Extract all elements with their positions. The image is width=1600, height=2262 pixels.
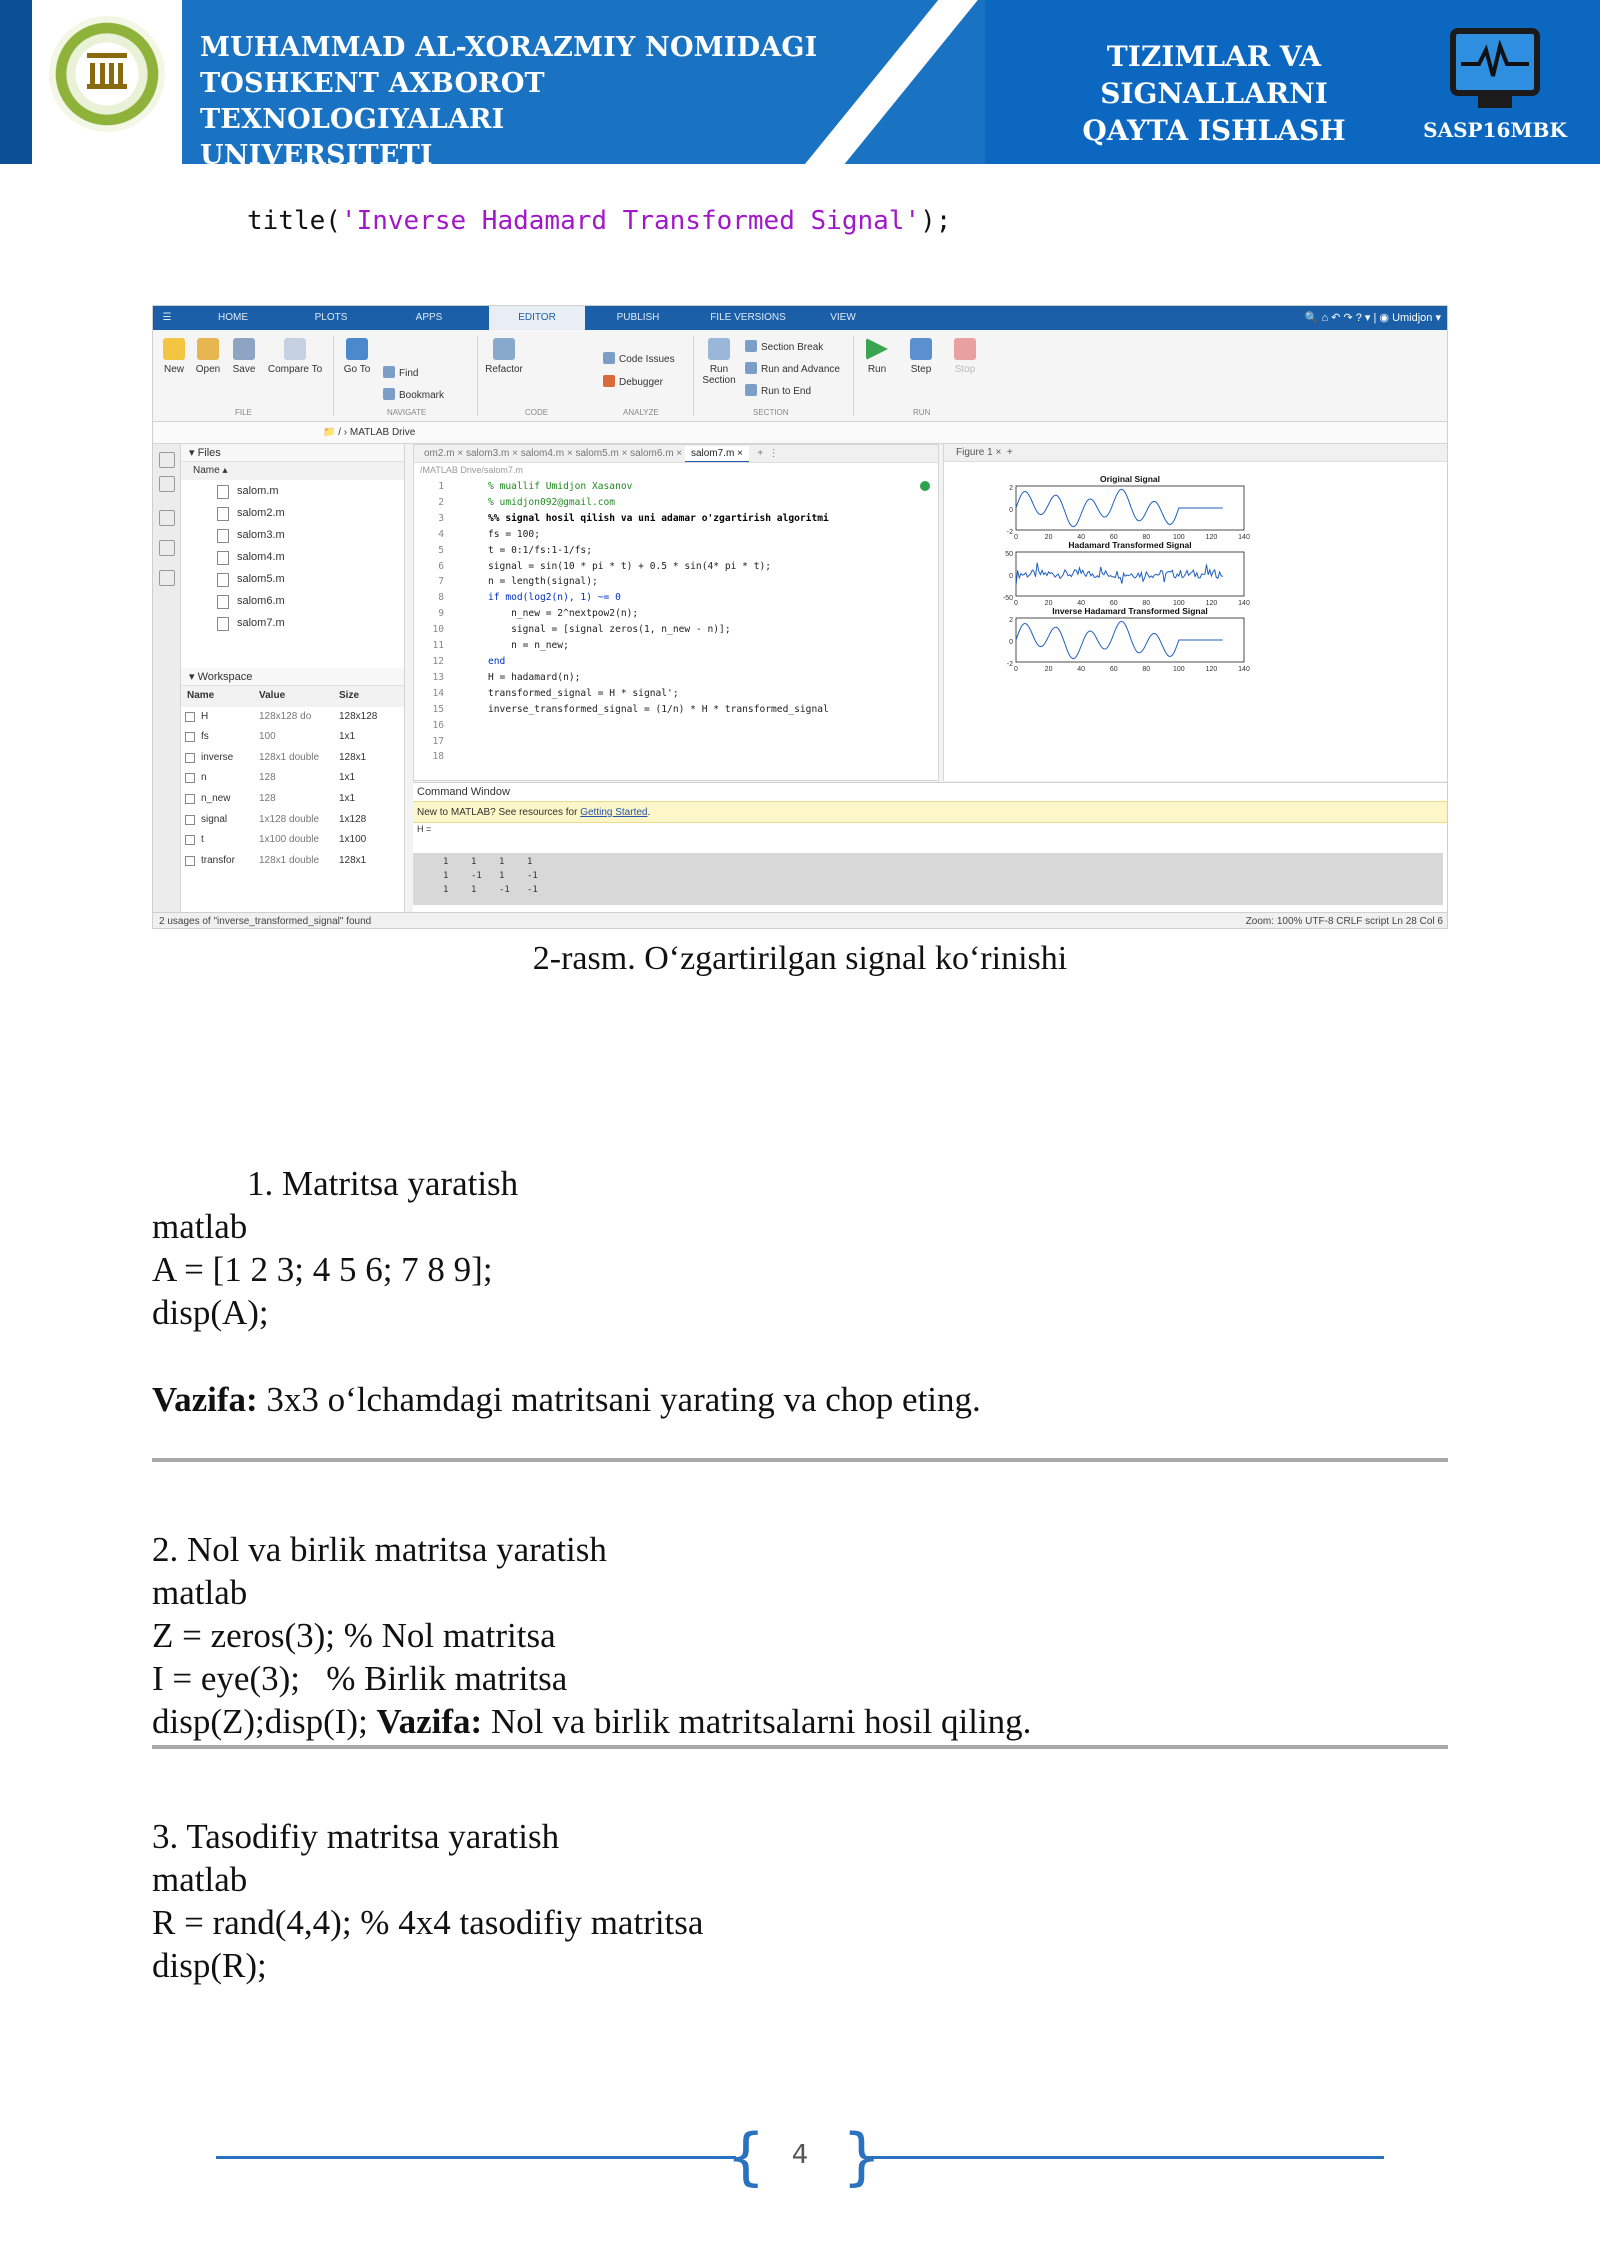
code-fn: title( xyxy=(247,206,341,236)
editor-file-path: /MATLAB Drive/salom7.m xyxy=(420,465,523,475)
address-bar[interactable]: 📁 / › MATLAB Drive xyxy=(153,422,1448,444)
run-advance-icon xyxy=(745,362,757,374)
x-tick-label: 40 xyxy=(1077,666,1086,673)
file-item[interactable]: salom.m xyxy=(181,480,404,502)
file-item[interactable]: salom7.m xyxy=(181,612,404,634)
side-toolbar xyxy=(153,444,181,912)
output-value: 1 xyxy=(443,871,449,881)
footer-right-bracket: } xyxy=(842,2120,882,2193)
footer-line-right xyxy=(864,2156,1384,2159)
course-name xyxy=(1000,38,1428,149)
line-number: 3 xyxy=(438,512,444,524)
x-tick-label: 80 xyxy=(1142,666,1151,673)
y-tick-label: 0 xyxy=(1009,573,1013,580)
arrow-icon xyxy=(346,338,368,360)
output-value: 1 xyxy=(471,885,477,895)
section-2-code: I = eye(3); % Birlik matritsa xyxy=(152,1659,568,1698)
section-3-code: disp(R); xyxy=(152,1946,267,1985)
y-tick-label: -2 xyxy=(1006,661,1013,668)
line-number: 5 xyxy=(438,544,444,556)
variable-icon xyxy=(185,712,195,722)
course-line: TIZIMLAR VA SIGNALLARNI xyxy=(1100,40,1328,110)
folder-icon xyxy=(197,338,219,360)
find-button[interactable]: Find xyxy=(383,366,418,379)
variable-icon xyxy=(185,753,195,763)
line-numbers xyxy=(414,479,444,765)
group-run: RUN xyxy=(913,408,931,417)
command-window-title: Command Window xyxy=(417,786,510,798)
x-tick-label: 120 xyxy=(1205,600,1218,607)
file-item[interactable]: salom2.m xyxy=(181,502,404,524)
bookmark-button[interactable]: Bookmark xyxy=(383,388,444,401)
line-number: 14 xyxy=(432,687,444,699)
editor-tabs[interactable]: om2.m × salom3.m × salom4.m × salom5.m × salom6.m × salom7.m × + ⋮ xyxy=(414,445,938,463)
project-panel-icon[interactable] xyxy=(159,570,175,586)
group-navigate: NAVIGATE xyxy=(387,408,427,417)
getting-started-link[interactable]: Getting Started xyxy=(580,807,648,818)
code-line: H = hadamard(n); xyxy=(488,671,581,683)
x-tick-label: 60 xyxy=(1109,666,1118,673)
code-line: fs = 100; xyxy=(488,528,540,540)
workspace-row[interactable]: H 128x128 do 128x128 xyxy=(181,707,404,728)
new-button[interactable]: New xyxy=(159,338,189,375)
section-3-code: R = rand(4,4); % 4x4 tasodifiy matritsa xyxy=(152,1903,704,1942)
x-tick-label: 60 xyxy=(1109,534,1118,541)
run-end-icon xyxy=(745,384,757,396)
code-line: transformed_signal = H * signal'; xyxy=(488,687,679,699)
files-panel xyxy=(181,444,405,912)
variable-icon xyxy=(185,835,195,845)
editor-active-tab: salom7.m × xyxy=(685,446,749,463)
section-2-task-line xyxy=(152,1700,1031,1743)
step-button[interactable]: Step xyxy=(903,338,939,375)
files-panel-icon[interactable] xyxy=(159,452,175,468)
command-prompt: H = xyxy=(417,824,432,834)
workspace-row[interactable]: n_new 128 1x1 xyxy=(181,789,404,810)
workspace-table xyxy=(181,707,404,872)
y-tick-label: 0 xyxy=(1009,639,1013,646)
group-file: FILE xyxy=(235,408,252,417)
divider xyxy=(152,1745,1448,1749)
x-tick-label: 0 xyxy=(1014,534,1018,541)
page-number: 4 xyxy=(791,2140,809,2170)
output-value: -1 xyxy=(499,885,510,895)
save-button[interactable]: Save xyxy=(229,338,259,375)
code-line: inverse_transformed_signal = (1/n) * H * transformed_signal xyxy=(488,703,829,715)
output-value: 1 xyxy=(499,871,505,881)
section-3-title: 3. Tasodifiy matritsa yaratish xyxy=(152,1817,560,1856)
output-value: 1 xyxy=(443,885,449,895)
x-tick-label: 40 xyxy=(1077,534,1086,541)
code-line: % muallif Umidjon Xasanov xyxy=(488,481,633,492)
tab-publish[interactable]: PUBLISH xyxy=(616,312,660,323)
section-break-icon xyxy=(745,340,757,352)
footer-line-left xyxy=(216,2156,736,2159)
output-value: -1 xyxy=(527,885,538,895)
plot-title: Inverse Hadamard Transformed Signal xyxy=(1052,606,1208,616)
code-line: n = length(signal); xyxy=(488,576,598,588)
variable-icon xyxy=(185,815,195,825)
compare-button[interactable]: Compare To xyxy=(263,338,327,375)
section-1-title: 1. Matritsa yaratish xyxy=(247,1164,519,1203)
variable-icon xyxy=(185,794,195,804)
x-tick-label: 0 xyxy=(1014,666,1018,673)
compare-icon xyxy=(284,338,306,360)
run-section-icon xyxy=(708,338,730,360)
y-tick-label: 0 xyxy=(1009,507,1013,514)
y-tick-label: -2 xyxy=(1006,529,1013,536)
file-item[interactable]: salom5.m xyxy=(181,568,404,590)
section-1-code: A = [1 2 3; 4 5 6; 7 8 9]; xyxy=(152,1250,493,1289)
code-line: signal = [signal zeros(1, n_new - n)]; xyxy=(488,624,731,636)
x-tick-label: 140 xyxy=(1238,600,1250,607)
search-icon xyxy=(383,366,395,378)
user-name: Umidjon xyxy=(1392,312,1433,324)
footer-left-bracket: { xyxy=(726,2120,766,2193)
section-2-code: Z = zeros(3); % Nol matritsa xyxy=(152,1616,556,1655)
figure-caption: 2-rasm. O‘zgartirilgan signal ko‘rinishi xyxy=(532,940,1068,977)
stop-icon xyxy=(954,338,976,360)
course-code: SASP16MBK xyxy=(1423,118,1567,142)
task-text: Nol va birlik matritsalarni hosil qiling. xyxy=(482,1702,1032,1741)
course-line: QAYTA ISHLASH xyxy=(1082,114,1346,147)
y-tick-label: 2 xyxy=(1009,485,1013,492)
x-tick-label: 20 xyxy=(1044,600,1053,607)
university-name xyxy=(200,30,840,174)
section-break-button[interactable]: Section Break xyxy=(745,340,823,353)
monitor-pulse-icon xyxy=(1450,28,1540,96)
group-section: SECTION xyxy=(753,408,789,417)
output-value: -1 xyxy=(527,871,538,881)
figure-window xyxy=(943,444,1448,781)
output-value: 1 xyxy=(443,857,449,867)
run-end-button[interactable]: Run to End xyxy=(745,384,811,397)
step-icon xyxy=(910,338,932,360)
files-column-header[interactable]: Name ▴ xyxy=(181,462,404,480)
file-item[interactable]: salom3.m xyxy=(181,524,404,546)
debugger-button[interactable]: Debugger xyxy=(603,375,663,388)
code-line: t = 0:1/fs:1-1/fs; xyxy=(488,544,592,556)
code-text: disp(Z);disp(I); xyxy=(152,1702,377,1741)
run-section-button[interactable]: Run Section xyxy=(699,338,739,386)
file-item[interactable]: salom6.m xyxy=(181,590,404,612)
x-tick-label: 20 xyxy=(1044,666,1053,673)
x-tick-label: 100 xyxy=(1173,534,1185,541)
line-number: 16 xyxy=(432,719,444,731)
files-header: ▾ Files xyxy=(181,444,404,462)
variable-icon xyxy=(185,856,195,866)
run-button[interactable]: Run xyxy=(859,338,895,375)
disk-icon xyxy=(233,338,255,360)
tab-file-versions[interactable]: FILE VERSIONS xyxy=(710,312,786,323)
matlab-screenshot xyxy=(152,305,1448,929)
section-2-lang: matlab xyxy=(152,1573,248,1612)
output-value: 1 xyxy=(471,857,477,867)
x-tick-label: 60 xyxy=(1109,600,1118,607)
group-analyze: ANALYZE xyxy=(623,408,659,417)
line-number: 4 xyxy=(438,528,444,540)
code-line: end xyxy=(488,655,506,667)
tab-editor[interactable]: EDITOR xyxy=(489,306,585,330)
workspace-row[interactable]: transfor 128x1 double 128x1 xyxy=(181,851,404,872)
x-tick-label: 120 xyxy=(1205,666,1218,673)
output-value: 1 xyxy=(499,857,505,867)
code-line: n = n_new; xyxy=(488,640,569,652)
editor-code xyxy=(414,479,934,769)
code-editor[interactable] xyxy=(413,444,939,781)
output-value: -1 xyxy=(471,871,482,881)
current-path: MATLAB Drive xyxy=(349,427,416,438)
variable-icon xyxy=(185,773,195,783)
getting-started-banner: New to MATLAB? See resources for Getting Started. xyxy=(413,801,1448,823)
editor-toolstrip xyxy=(153,330,1448,422)
bookmark-icon xyxy=(383,388,395,400)
figure-canvas xyxy=(944,462,1448,780)
line-number: 8 xyxy=(438,592,444,604)
user-menu[interactable]: 🔍 ⌂ ↶ ↷ ? ▾ | ◉ Umidjon ▾ xyxy=(1304,312,1441,324)
university-line: TOSHKENT AXBOROT TEXNOLOGIYALARI xyxy=(200,68,545,135)
section-1-lang: matlab xyxy=(152,1207,248,1246)
line-number: 12 xyxy=(432,655,444,667)
line-number: 18 xyxy=(432,751,444,763)
tab-plots[interactable]: PLOTS xyxy=(314,312,348,323)
plus-icon xyxy=(163,338,185,360)
section-3-lang: matlab xyxy=(152,1860,248,1899)
open-button[interactable]: Open xyxy=(193,338,223,375)
line-number: 17 xyxy=(432,735,444,747)
code-ok-icon xyxy=(920,481,930,491)
line-number: 11 xyxy=(432,640,444,652)
x-tick-label: 100 xyxy=(1173,600,1185,607)
workspace-row[interactable]: t 1x100 double 1x100 xyxy=(181,830,404,851)
ribbon-tabs xyxy=(153,306,1448,330)
command-output xyxy=(413,853,1443,905)
workspace-panel-icon[interactable] xyxy=(159,476,175,492)
x-tick-label: 100 xyxy=(1173,666,1185,673)
y-tick-label: 50 xyxy=(1005,551,1013,558)
code-end: ); xyxy=(920,206,952,236)
tab-view[interactable]: VIEW xyxy=(830,312,856,323)
status-left: 2 usages of "inverse_transformed_signal" found xyxy=(159,916,372,927)
task-label: Vazifa: xyxy=(152,1380,258,1419)
task-text: 3x3 o‘lchamdagi matritsani yarating va chop eting. xyxy=(257,1380,981,1419)
x-tick-label: 120 xyxy=(1205,534,1218,541)
line-number: 2 xyxy=(438,496,444,508)
status-right: Zoom: 100% UTF-8 CRLF script Ln 28 Col 6 xyxy=(1245,916,1443,927)
code-string: 'Inverse Hadamard Transformed Signal' xyxy=(340,206,921,236)
university-line: MUHAMMAD AL-XORAZMIY NOMIDAGI xyxy=(200,32,818,63)
tab-apps[interactable]: APPS xyxy=(415,312,443,323)
menu-icon[interactable]: ☰ xyxy=(162,312,172,323)
code-line: if mod(log2(n), 1) ~= 0 xyxy=(488,592,621,604)
run-advance-button[interactable]: Run and Advance xyxy=(745,362,840,375)
refactor-button[interactable]: Refactor xyxy=(481,338,527,375)
code-line: signal = sin(10 * pi * t) + 0.5 * sin(4* pi * t); xyxy=(488,560,772,572)
workspace-row[interactable]: inverse 128x1 double 128x1 xyxy=(181,748,404,769)
x-tick-label: 140 xyxy=(1238,534,1250,541)
history-panel-icon[interactable] xyxy=(159,510,175,526)
group-code: CODE xyxy=(525,408,549,417)
x-tick-label: 140 xyxy=(1238,666,1250,673)
code-issues-button[interactable]: Code Issues xyxy=(603,352,675,365)
code-line: % umidjon092@gmail.com xyxy=(488,496,616,508)
x-tick-label: 40 xyxy=(1077,600,1086,607)
workspace-row[interactable]: n 128 1x1 xyxy=(181,768,404,789)
x-tick-label: 0 xyxy=(1014,600,1018,607)
section-2-title: 2. Nol va birlik matritsa yaratish xyxy=(152,1530,607,1569)
line-number: 13 xyxy=(432,671,444,683)
line-number: 10 xyxy=(432,624,444,636)
code-title-line xyxy=(247,206,951,236)
refactor-icon xyxy=(493,338,515,360)
x-tick-label: 20 xyxy=(1044,534,1053,541)
debug-icon xyxy=(603,375,615,387)
section-1-task xyxy=(152,1378,981,1421)
divider xyxy=(152,1458,1448,1462)
file-item[interactable]: salom4.m xyxy=(181,546,404,568)
code-text xyxy=(488,479,829,718)
line-number: 9 xyxy=(438,608,444,620)
plot-title: Hadamard Transformed Signal xyxy=(1068,540,1192,550)
figure-tab[interactable]: Figure 1 × + xyxy=(944,444,1448,462)
task-label: Vazifa: xyxy=(376,1702,483,1741)
variable-icon xyxy=(185,732,195,742)
workspace-row[interactable]: fs 100 1x1 xyxy=(181,727,404,748)
addons-panel-icon[interactable] xyxy=(159,540,175,556)
line-number: 15 xyxy=(432,703,444,715)
tab-home[interactable]: HOME xyxy=(218,312,248,323)
issues-icon xyxy=(603,352,615,364)
y-tick-label: -50 xyxy=(1002,595,1013,602)
workspace-header: ▾ Workspace xyxy=(181,668,404,686)
code-line: %% signal hosil qilish va uni adamar o'zgartirish algoritmi xyxy=(488,512,829,524)
command-window[interactable] xyxy=(413,782,1448,912)
code-line: n_new = 2^nextpow2(n); xyxy=(488,608,639,620)
goto-button[interactable]: Go To xyxy=(339,338,375,375)
workspace-row[interactable]: signal 1x128 double 1x128 xyxy=(181,810,404,831)
line-number: 1 xyxy=(438,481,444,492)
header-accent xyxy=(0,0,32,164)
x-tick-label: 80 xyxy=(1142,534,1151,541)
plot-title: Original Signal xyxy=(1100,474,1160,484)
status-bar xyxy=(153,912,1448,929)
y-tick-label: 2 xyxy=(1009,617,1013,624)
workspace-column-header: Name Value Size xyxy=(181,686,404,707)
university-line: UNIVERSITETI xyxy=(200,140,433,171)
stop-button[interactable]: Stop xyxy=(947,338,983,375)
university-seal-icon xyxy=(49,16,165,132)
line-number: 6 xyxy=(438,560,444,572)
line-number: 7 xyxy=(438,576,444,588)
play-icon xyxy=(866,338,888,360)
section-1-code: disp(A); xyxy=(152,1293,269,1332)
output-value: 1 xyxy=(527,857,533,867)
x-tick-label: 80 xyxy=(1142,600,1151,607)
